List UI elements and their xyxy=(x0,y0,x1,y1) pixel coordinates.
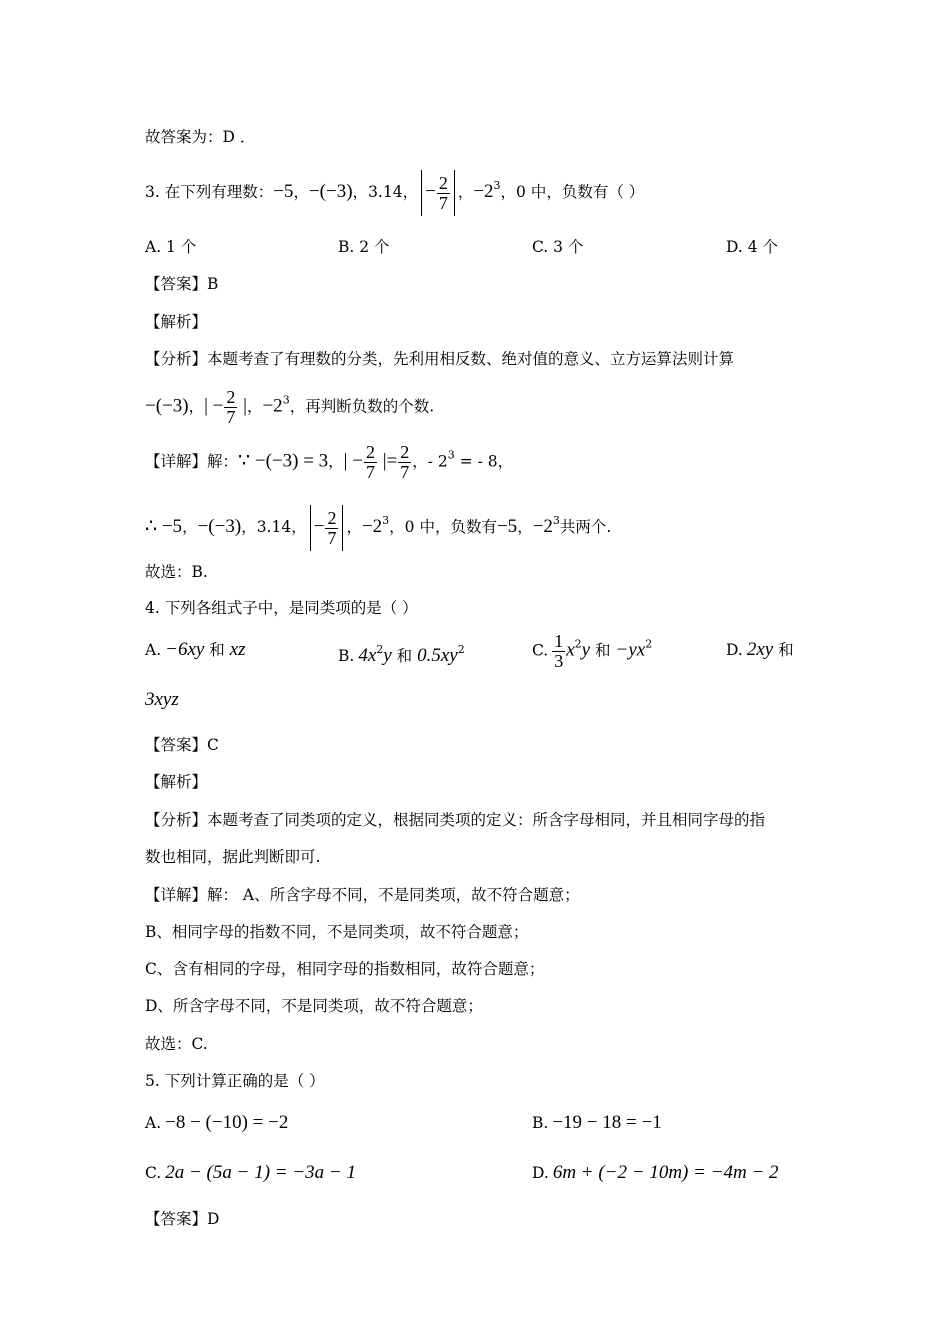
q4-detail-b: B、相同字母的指数不同，不是同类项，故不符合题意； xyxy=(145,923,529,941)
q3-detail: 【详解】解：∵ −(−3) = 3，| − $\frac{2}{7}$ |= $\frac{2}{7}$ ，- $2^3$ = - 8， xyxy=(145,442,514,482)
q4-stem: 4. 下列各组式子中，是同类项的是（ ） xyxy=(145,599,418,617)
q4-option-d: D. 2xy 和 xyxy=(726,639,794,660)
q5-answer: 【答案】D xyxy=(145,1210,220,1228)
q4-detail-d: D、所含字母不同，不是同类项，故不符合题意； xyxy=(145,997,483,1015)
q3-option-d: D. 4 个 xyxy=(726,238,779,256)
q4-option-c: C. $\frac{1}{3}$ $x^2y$ 和 $-yx^2$ xyxy=(532,631,653,671)
q3-option-c: C. 3 个 xyxy=(532,238,584,256)
q3-choice: 故选：B. xyxy=(145,563,208,581)
q4-analysis: 【分析】本题考查了同类项的定义，根据同类项的定义：所含字母相同，并且相同字母的指 xyxy=(145,811,766,829)
q3-option-a: A. 1 个 xyxy=(145,238,197,256)
q3-answer: 【答案】B xyxy=(145,275,219,293)
q5-option-d: D. 6m + (−2 − 10m) = −4m − 2 xyxy=(532,1162,779,1183)
q5-option-a: A. −8 − (−10) = −2 xyxy=(145,1112,289,1133)
q4-detail-c: C、含有相同的字母，相同字母的指数相同，故符合题意； xyxy=(145,960,545,978)
q4-option-d-continued: 3xyz xyxy=(145,689,179,710)
q3-analysis-line2: −(−3)，| − $\frac{2}{7}$ |，$-2^3$，再判断负数的个数. xyxy=(145,387,435,427)
q3-therefore: ∴ −5，−(−3)，3.14， − $\frac{2}{7}$ ，$-2^3$，0 中，负数有−5，$-2^3$共两个. xyxy=(145,505,611,551)
fraction: $\frac{2}{7}$ xyxy=(438,172,448,213)
q4-analysis-line2: 数也相同，据此判断即可. xyxy=(145,848,321,866)
prev-conclusion: 故答案为：D ． xyxy=(145,128,256,146)
q4-choice: 故选：C. xyxy=(145,1035,208,1053)
q3-stem: 3. 在下列有理数：−5，−(−3)，3.14， − $\frac{2}{7}$ ，$-2^3$，0 中，负数有（ ） xyxy=(145,170,644,216)
q4-option-b: B. $4x^2y$ 和 $0.5xy^2$ xyxy=(338,643,465,666)
q4-detail: 【详解】解： A、所含字母不同，不是同类项，故不符合题意； xyxy=(145,886,580,904)
q5-stem: 5. 下列计算正确的是（ ） xyxy=(145,1072,325,1090)
q5-option-b: B. −19 − 18 = −1 xyxy=(532,1112,662,1133)
q4-answer: 【答案】C xyxy=(145,736,219,754)
q4-jiexi: 【解析】 xyxy=(145,773,208,791)
q3-analysis: 【分析】本题考查了有理数的分类，先利用相反数、绝对值的意义、立方运算法则计算 xyxy=(145,350,735,368)
q4-option-a: A. −6xy 和 xz xyxy=(145,639,246,660)
q3-jiexi: 【解析】 xyxy=(145,313,208,331)
q3-option-b: B. 2 个 xyxy=(338,238,390,256)
q5-option-c: C. 2a − (5a − 1) = −3a − 1 xyxy=(145,1162,356,1183)
